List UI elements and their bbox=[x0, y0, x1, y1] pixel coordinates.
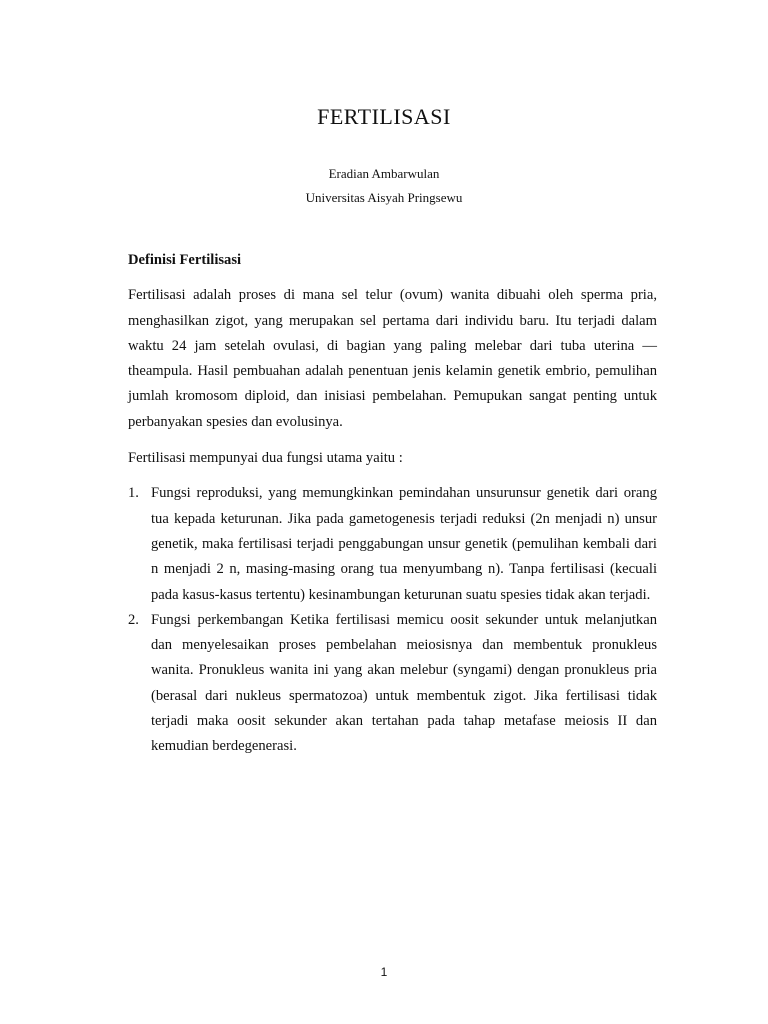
author-affiliation: Universitas Aisyah Pringsewu bbox=[305, 190, 463, 205]
functions-intro: Fertilisasi mempunyai dua fungsi utama yaitu : bbox=[128, 450, 403, 467]
page-number: 1 bbox=[380, 965, 388, 979]
list-item-number: 2. bbox=[128, 611, 139, 628]
list-item-text: Fungsi reproduksi, yang memungkinkan pemindahan unsurunsur genetik dari orang tua kepada keturunan. Jika pada gametogenesis terjadi reduksi (2n menjadi n) unsur genetik, maka fertilisasi terjadi penggabungan unsur genetik (pemulihan kembali dari n menjadi 2 n, masing-masing orang tua menyumbang n). Tanpa fertilisasi (kecuali pada kasus-kasus tertentu) kesinambungan keturunan suatu spesies tidak akan terjadi. bbox=[151, 485, 657, 603]
list-item-number: 1. bbox=[128, 485, 139, 502]
section-heading: Definisi Fertilisasi bbox=[128, 252, 242, 268]
definition-paragraph: Fertilisasi adalah proses di mana sel telur (ovum) wanita dibuahi oleh sperma pria, menghasilkan zigot, yang merupakan sel pertama dari individu baru. Itu terjadi dalam waktu 24 jam setelah ovulasi, di bagian yang paling melebar dari tuba uterina —theampula. Hasil pembuahan adalah penentuan jenis kelamin genetik embrio, pemulihan jumlah kromosom diploid, dan inisiasi pembelahan. Pemupukan sangat penting untuk perbanyakan spesies dan evolusinya. bbox=[128, 287, 657, 430]
list-item-text: Fungsi perkembangan Ketika fertilisasi memicu oosit sekunder untuk melanjutkan dan menyelesaikan proses pembelahan meiosisnya dan membentuk pronukleus wanita. Pronukleus wanita ini yang akan melebur (syngami) dengan pronukleus pria (berasal dari nukleus spermatozoa) untuk membentuk zigot. Jika fertilisasi tidak terjadi maka oosit sekunder akan tertahan pada tahap metafase meiosis II dan kemudian berdegenerasi. bbox=[151, 611, 657, 755]
author-name: Eradian Ambarwulan bbox=[328, 166, 440, 181]
document-body bbox=[128, 248, 657, 760]
document-title: FERTILISASI bbox=[317, 104, 451, 129]
functions-list bbox=[128, 481, 657, 759]
list-item bbox=[128, 608, 657, 760]
list-item bbox=[128, 481, 657, 607]
